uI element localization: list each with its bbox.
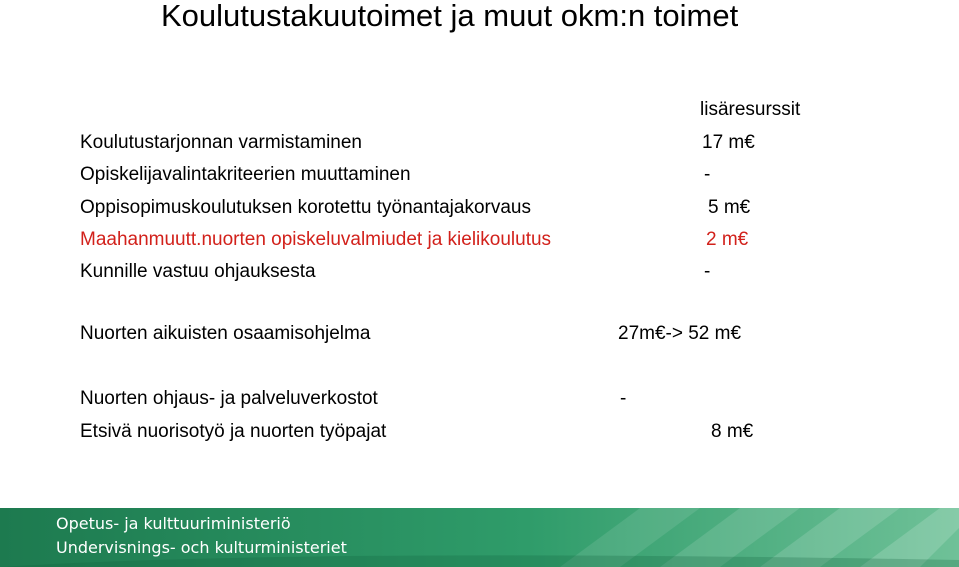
row-value: -	[704, 261, 711, 282]
ministry-name-swedish: Undervisnings- och kulturministeriet	[56, 538, 347, 557]
row-label: Nuorten aikuisten osaamisohjelma	[80, 323, 371, 344]
row-value: -	[704, 164, 711, 185]
row-value: 8 m€	[711, 421, 754, 442]
row-value: -	[620, 388, 627, 409]
page-title: Koulutustakuutoimet ja muut okm:n toimet	[161, 0, 739, 33]
row-label: Nuorten ohjaus- ja palveluverkostot	[80, 388, 378, 409]
column-header: lisäresurssit	[700, 99, 801, 120]
row-value: 5 m€	[708, 197, 751, 218]
row-label-highlighted: Maahanmuutt.nuorten opiskeluvalmiudet ja kielikoulutus	[80, 229, 552, 250]
row-label: Etsivä nuorisotyö ja nuorten työpajat	[80, 421, 387, 442]
row-label: Opiskelijavalintakriteerien muuttaminen	[80, 164, 411, 185]
row-label: Kunnille vastuu ohjauksesta	[80, 261, 316, 282]
row-value-highlighted: 2 m€	[706, 229, 749, 250]
ministry-footer-banner	[0, 508, 959, 567]
ministry-name-finnish: Opetus- ja kulttuuriministeriö	[56, 514, 291, 533]
row-label: Koulutustarjonnan varmistaminen	[80, 132, 362, 153]
row-value: 27m€-> 52 m€	[618, 323, 742, 344]
row-value: 17 m€	[702, 132, 755, 153]
row-label: Oppisopimuskoulutuksen korotettu työnantajakorvaus	[80, 197, 531, 218]
